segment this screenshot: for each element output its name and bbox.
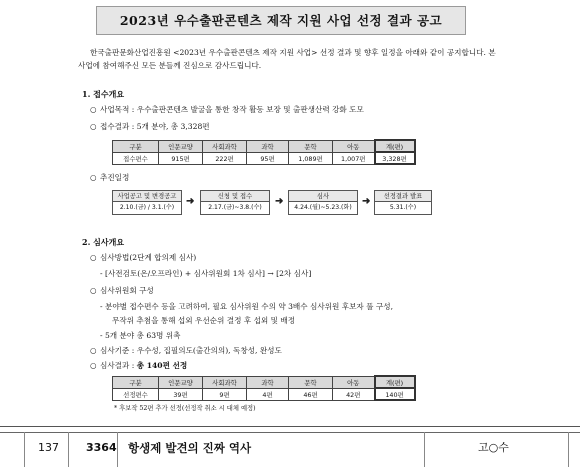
divider — [568, 432, 569, 467]
row-cell: 46편 — [289, 388, 333, 400]
stage-date: 2.10.(금) / 3.1.(수) — [112, 202, 182, 215]
row-cell-total: 3,328편 — [375, 152, 415, 164]
selection-table-header — [113, 376, 415, 388]
stage-label: 신청 및 접수 — [200, 190, 270, 202]
header-cell: 사회과학 — [203, 376, 247, 388]
method-label: 심사방법(2단계 합의제 심사) — [100, 253, 197, 262]
stage-label: 심사 — [288, 190, 358, 202]
arrow-right-icon: ➜ — [186, 196, 195, 207]
divider — [0, 426, 580, 427]
header-cell: 문학 — [289, 376, 333, 388]
selection-table-row — [113, 388, 415, 400]
committee-line-3: - 5개 분야 총 63명 위촉 — [100, 331, 181, 340]
stage-date: 5.31.(수) — [374, 202, 432, 215]
row-cell: 39편 — [159, 388, 203, 400]
row-cell: 선정편수 — [113, 388, 159, 400]
divider — [117, 432, 118, 467]
receipt-table — [112, 139, 416, 165]
committee-line-1: - 분야별 접수편수 등을 고려하여, 필요 심사위원 수의 약 3배수 심사위원 후보자 풀 구성, — [100, 302, 394, 311]
page-title: 2023년 우수출판콘텐츠 제작 지원 사업 선정 결과 공고 — [96, 6, 466, 35]
result-prefix: 심사결과 : — [100, 361, 137, 370]
arrow-right-icon: ➜ — [275, 196, 284, 207]
receipt-text: 접수결과 : 5개 분야, 총 3,328편 — [100, 122, 210, 131]
header-cell-total: 계(편) — [375, 376, 415, 388]
header-cell: 구분 — [113, 140, 159, 152]
method-bullet: ○ 심사방법(2단계 합의제 심사) — [90, 253, 197, 262]
receipt-table-row — [113, 152, 415, 164]
row-cell: 222편 — [203, 152, 247, 164]
row-cell: 9편 — [203, 388, 247, 400]
stage-label: 선정결과 발표 — [374, 190, 432, 202]
row-code: 3364 — [86, 441, 117, 454]
schedule-stage-apply — [200, 190, 270, 216]
row-cell: 4편 — [247, 388, 289, 400]
header-cell: 문학 — [289, 140, 333, 152]
schedule-flow — [112, 190, 432, 216]
divider — [424, 432, 425, 467]
row-cell: 95편 — [247, 152, 289, 164]
stage-date: 2.17.(금)~3.8.(수) — [200, 202, 270, 215]
header-cell: 과학 — [247, 140, 289, 152]
result-list-row — [0, 432, 580, 462]
method-detail: - [사전검토(온/오프라인) + 심사위원회 1차 심사] → [2차 심사] — [100, 269, 312, 278]
header-cell: 인문교양 — [159, 140, 203, 152]
stage-date: 4.24.(월)~5.23.(화) — [288, 202, 358, 215]
section2-title: 2. 심사개요 — [82, 237, 125, 247]
row-cell: 1,007편 — [333, 152, 375, 164]
row-number: 137 — [38, 441, 59, 454]
criteria-text: 심사기준 : 우수성, 집필의도(출간의의), 독창성, 완성도 — [100, 346, 282, 355]
committee-bullet: ○ 심사위원회 구성 — [90, 286, 154, 295]
committee-line-2: 무작위 추첨을 통해 섭외 우선순위 결정 후 섭외 및 배정 — [112, 316, 296, 325]
schedule-stage-announce — [112, 190, 182, 216]
section1-title: 1. 접수개요 — [82, 89, 125, 99]
result-total: 총 140편 선정 — [136, 361, 188, 370]
header-cell: 아동 — [333, 140, 375, 152]
schedule-stage-review — [288, 190, 358, 216]
row-cell: 접수편수 — [113, 152, 159, 164]
selection-table — [112, 375, 416, 401]
receipt-bullet: ○ 접수결과 : 5개 분야, 총 3,328편 — [90, 122, 210, 131]
header-cell: 아동 — [333, 376, 375, 388]
receipt-table-header — [113, 140, 415, 152]
criteria-bullet: ○ 심사기준 : 우수성, 집필의도(출간의의), 독창성, 완성도 — [90, 346, 282, 355]
row-author: 고○수 — [478, 441, 509, 454]
stage-label: 사업공고 및 변경공고 — [112, 190, 182, 202]
schedule-stage-result — [374, 190, 432, 216]
schedule-label: 추진일정 — [100, 173, 130, 182]
header-cell: 사회과학 — [203, 140, 247, 152]
header-cell-total: 계(편) — [375, 140, 415, 152]
row-cell: 915편 — [159, 152, 203, 164]
row-book-title: 항생제 발견의 진짜 역사 — [128, 441, 252, 455]
header-cell: 인문교양 — [159, 376, 203, 388]
divider — [24, 432, 25, 467]
row-cell: 1,089편 — [289, 152, 333, 164]
row-cell-total: 140편 — [375, 388, 415, 400]
purpose-text: 사업목적 : 우수출판콘텐츠 발굴을 통한 창작 활동 보장 및 출판생산력 강화 도모 — [100, 105, 364, 114]
header-cell: 구분 — [113, 376, 159, 388]
committee-label: 심사위원회 구성 — [100, 286, 154, 295]
intro-paragraph: 한국출판문화산업진흥원 <2023년 우수출판콘텐츠 제작 지원 사업> 선정 결과 및 향후 일정을 아래와 같이 공지합니다. 본 사업에 참여해주신 모든 분들께 진심으로 감사드립니다. — [78, 48, 496, 70]
result-bullet: ○ 심사결과 : 총 140편 선정 — [90, 361, 188, 370]
header-cell: 과학 — [247, 376, 289, 388]
divider — [68, 432, 69, 467]
purpose-bullet: ○ 사업목적 : 우수출판콘텐츠 발굴을 통한 창작 활동 보장 및 출판생산력 강화 도모 — [90, 105, 364, 114]
arrow-right-icon: ➜ — [362, 196, 371, 207]
footnote: * 후보작 52편 추가 선정(선정작 취소 시 대체 예정) — [114, 405, 256, 412]
schedule-bullet: ○ 추진일정 — [90, 173, 130, 182]
row-cell: 42편 — [333, 388, 375, 400]
